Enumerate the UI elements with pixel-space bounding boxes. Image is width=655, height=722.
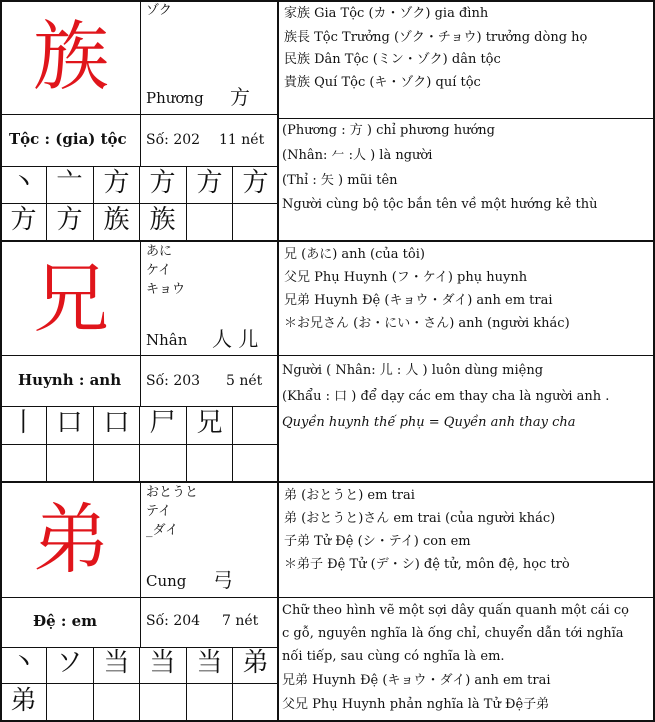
stroke-step: ソ — [56, 648, 83, 678]
block-separator — [0, 240, 655, 242]
stroke-count: 5 nét — [226, 373, 263, 389]
divider — [140, 482, 141, 647]
radical-kanji: 方 — [230, 85, 250, 109]
divider — [279, 597, 655, 598]
kanji-reading: ケイ — [146, 263, 172, 278]
kanji-reading: おとうと — [146, 485, 199, 500]
example-line: 弟 (おとうと)さん em trai (của người khác) — [284, 511, 556, 526]
kanji-reading: テイ — [146, 504, 172, 519]
kanji-name: Tộc : (gia) tộc — [9, 130, 127, 148]
divider — [279, 355, 655, 356]
example-line: 子弟 Tử Đệ (シ・テイ) con em — [284, 534, 471, 549]
stroke-step: 方 — [103, 168, 130, 198]
divider — [140, 0, 141, 166]
explanation-line: Quyền huynh thế phụ = Quyền anh thay cha — [282, 415, 576, 430]
stroke-step: 方 — [10, 205, 37, 235]
stroke-step: 丨 — [10, 408, 37, 438]
divider — [279, 118, 655, 119]
explanation-line: (Thỉ : 矢 ) mũi tên — [282, 173, 398, 188]
kanji-number: Số: 202 — [146, 132, 201, 148]
explanation-line: nối tiếp, sau cùng có nghĩa là em. — [282, 649, 505, 664]
stroke-step: 当 — [196, 648, 223, 678]
example-line: 兄 (あに) anh (của tôi) — [284, 247, 425, 262]
explanation-line: Chữ theo hình vẽ một sợi dây quấn quanh một cái cọ — [282, 603, 629, 618]
stroke-count: 7 nét — [222, 613, 259, 629]
example-line: 民族 Dân Tộc (ミン・ゾク) dân tộc — [284, 52, 501, 67]
stroke-step: 口 — [103, 408, 130, 438]
border-left — [0, 0, 2, 722]
example-line: ＊お兄さん (お・にい・さん) anh (người khác) — [284, 316, 570, 331]
kanji-character: 兄 — [33, 254, 109, 343]
explanation-line: (Nhân: 𠂉 :人 ) là người — [282, 148, 433, 163]
explanation-line: Người cùng bộ tộc bắn tên về một hướng kẻ thù — [282, 197, 598, 212]
stroke-step: 尸 — [149, 408, 176, 438]
radical-name: Nhân — [146, 331, 188, 349]
stroke-step: 口 — [56, 408, 83, 438]
stroke-step: 族 — [149, 205, 176, 235]
example-line: 貴族 Quí Tộc (キ・ゾク) quí tộc — [284, 75, 481, 90]
stroke-step: 方 — [56, 205, 83, 235]
stroke-count: 11 nét — [219, 132, 265, 148]
kanji-reading: あに — [146, 244, 173, 259]
block-separator — [0, 481, 655, 483]
radical-kanji: 弓 — [213, 568, 233, 592]
example-line: 家族 Gia Tộc (カ・ゾク) gia đình — [284, 6, 489, 21]
example-line: 父兄 Phụ Huynh (フ・ケイ) phụ huynh — [284, 270, 528, 285]
radical-kanji: 人 儿 — [212, 327, 259, 351]
kanji-reading: _ダイ — [146, 523, 179, 538]
divider — [140, 241, 141, 406]
divider — [0, 114, 279, 115]
stroke-step: 方 — [149, 168, 176, 198]
explanation-line: 兄弟 Huynh Đệ (キョウ・ダイ) anh em trai — [282, 673, 551, 688]
stroke-step: 当 — [103, 648, 130, 678]
stroke-step: 当 — [149, 648, 176, 678]
border-top — [0, 0, 655, 2]
column-divider — [277, 0, 279, 722]
explanation-line: (Khẩu : 口 ) để dạy các em thay cha là người anh . — [282, 389, 610, 404]
explanation-line: Người ( Nhân: 儿 : 人 ) luôn dùng miệng — [282, 363, 544, 378]
stroke-step: 弟 — [10, 686, 37, 716]
stroke-step: 兄 — [196, 408, 223, 438]
stroke-step: 丶 — [10, 168, 37, 198]
kanji-name: Đệ : em — [33, 612, 98, 630]
kanji-number: Số: 203 — [146, 373, 201, 389]
explanation-line: 父兄 Phụ Huynh phản nghĩa là Tử Đệ子弟 — [282, 697, 550, 712]
explanation-line: c gỗ, nguyên nghĩa là ống chỉ, chuyển dẫn tới nghĩa — [282, 626, 624, 641]
radical-name: Phương — [146, 89, 204, 107]
explanation-line: (Phương : 方 ) chỉ phương hướng — [282, 123, 495, 138]
example-line: 弟 (おとうと) em trai — [284, 488, 415, 503]
divider — [0, 597, 279, 598]
stroke-step: 亠 — [56, 168, 83, 198]
kanji-character: 弟 — [33, 495, 109, 584]
kanji-character: 族 — [33, 12, 109, 101]
example-line: 兄弟 Huynh Đệ (キョウ・ダイ) anh em trai — [284, 293, 553, 308]
stroke-step: 族 — [103, 205, 130, 235]
stroke-step: 弟 — [242, 648, 269, 678]
kanji-name: Huynh : anh — [18, 371, 122, 389]
divider — [0, 355, 279, 356]
stroke-step: 丶 — [10, 648, 37, 678]
example-line: ＊弟子 Đệ Tử (デ・シ) đệ tử, môn đệ, học trò — [284, 557, 570, 572]
stroke-step: 方 — [242, 168, 269, 198]
kanji-reading: ゾク — [146, 3, 172, 18]
example-line: 族長 Tộc Trưởng (ゾク・チョウ) trưởng dòng họ — [284, 30, 588, 45]
stroke-step: 方 — [196, 168, 223, 198]
kanji-number: Số: 204 — [146, 613, 201, 629]
radical-name: Cung — [146, 572, 187, 590]
kanji-reading: キョウ — [146, 282, 186, 297]
